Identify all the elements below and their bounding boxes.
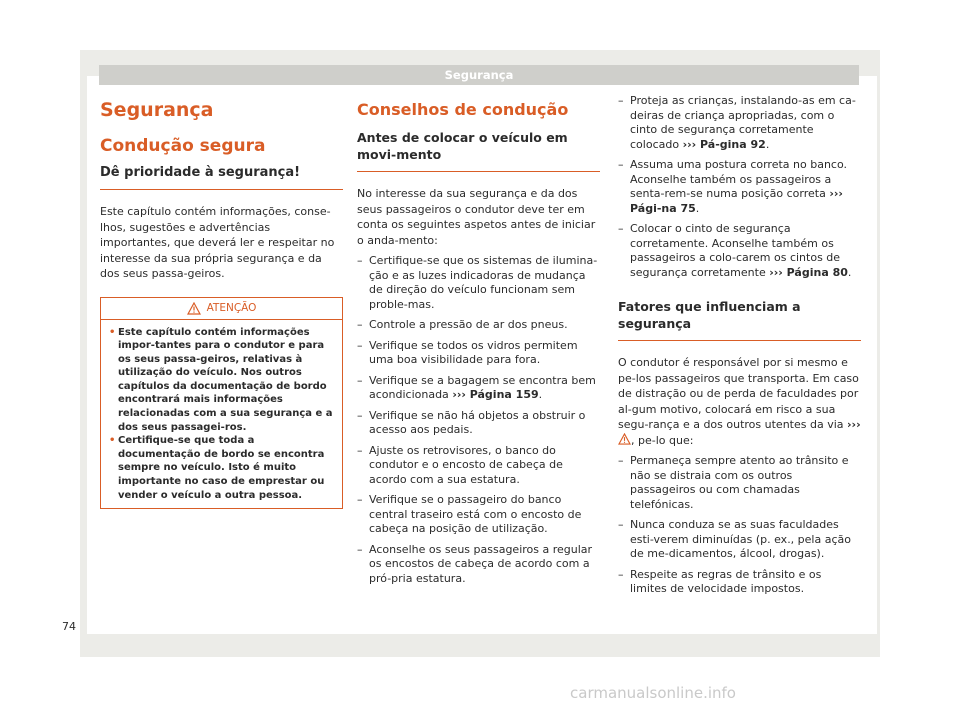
column-1: [100, 95, 343, 509]
list-item: – Aconselhe os seus passageiros a regular os encostos de cabeça de acordo com a pró-pria estatura.: [357, 543, 600, 587]
list-item: – Verifique se não há objetos a obstruir o acesso aos pedais.: [357, 409, 600, 438]
warning-item: • Certifique-se que toda a documentação de bordo se encontra sempre no veículo. Isto é muito importante no caso de emprestar ou vender o veículo a outra pessoa.: [109, 434, 334, 502]
list-item: – Verifique se todos os vidros permitem uma boa visibilidade para fora.: [357, 339, 600, 368]
page-reference-link[interactable]: ››› Pá-gina 92: [682, 137, 766, 151]
warning-triangle-icon: [618, 433, 631, 445]
page-reference-link[interactable]: ››› Pági-na 75: [630, 187, 843, 215]
intro-paragraph: No interesse da sua segurança e da dos seus passageiros o condutor deve ter em conta os seguintes aspetos antes de iniciar o anda-mento:: [357, 187, 596, 247]
watermark: carmanualsonline.info: [570, 684, 736, 702]
section-title: Condução segura: [100, 136, 266, 156]
list-item: – Respeite as regras de trânsito e os limites de velocidade impostos.: [618, 568, 861, 597]
running-header: Segurança: [99, 65, 859, 85]
list-item: – Colocar o cinto de segurança corretamente. Aconselhe também os passageiros a colo-carem os cintos de segurança corretamente ››› Página 80.: [618, 222, 861, 280]
subsection-heading: Antes de colocar o veículo em movi-mento: [357, 129, 600, 172]
intro-paragraph: Este capítulo contém informações, conse-lhos, sugestões e advertências importantes, que deverá ler e respeitar no interesse da sua própria segurança e da dos seus passa-geiros.: [100, 205, 335, 280]
checklist: [357, 254, 600, 586]
warning-triangle-icon: [187, 302, 201, 315]
list-item: – Assuma uma postura correta no banco. Aconselhe também os passageiros a senta-rem-se numa posição correta ››› Pági-na 75.: [618, 158, 861, 216]
list-item: – Controle a pressão de ar dos pneus.: [357, 318, 600, 333]
list-item: – Proteja as crianças, instalando-as em ca-deiras de criança apropriadas, com o cinto de segurança corretamente colocado ››› Pá-gina 92.: [618, 94, 861, 152]
subsection-heading: Fatores que influenciam a segurança: [618, 298, 861, 341]
subsection-heading: Dê prioridade à segurança!: [100, 164, 343, 190]
page-reference-link[interactable]: ››› Página 159: [452, 388, 539, 401]
checklist-continued: [618, 94, 861, 280]
warning-label: ATENÇÃO: [206, 302, 257, 314]
list-item: – Nunca conduza se as suas faculdades esti-verem diminuídas (p. ex., pela ação de me-dicamentos, álcool, drogas).: [618, 518, 861, 562]
page-number: 74: [62, 620, 76, 633]
section-title: Conselhos de condução: [357, 100, 569, 119]
page-reference-link[interactable]: ››› Página 80: [769, 265, 848, 279]
chapter-title: Segurança: [100, 99, 214, 121]
list-item: – Verifique se a bagagem se encontra bem acondicionada ››› Página 159.: [357, 374, 600, 403]
factors-list: [618, 454, 861, 597]
column-2: [357, 95, 600, 586]
warning-item: • Este capítulo contém informações impor-tantes para o condutor e para os seus passa-geiros, relativas à utilização do veículo. Nos outros capítulos da documentação de bordo encontrará mais informações relacionadas com a sua segurança e a dos seus passagei-ros.: [109, 326, 334, 435]
list-item: – Certifique-se que os sistemas de ilumina-ção e as luzes indicadoras de mudança de direção do veículo funcionam sem proble-mas.: [357, 254, 600, 312]
warning-reference-link[interactable]: ›››: [847, 418, 861, 431]
list-item: – Verifique se o passageiro do banco central traseiro está com o encosto de cabeça na posição de utilização.: [357, 493, 600, 537]
factors-paragraph: O condutor é responsável por si mesmo e pe-los passageiros que transporta. Em caso de distração ou de perda de faculdades por al-gum motivo, colocará em risco a sua segu-rança e a dos outros utentes da via ››› , pe-lo que:: [618, 356, 861, 447]
list-item: – Permaneça sempre atento ao trânsito e não se distraia com os outros passageiros ou com chamadas telefónicas.: [618, 454, 861, 512]
warning-list: [101, 320, 342, 503]
warning-box: [100, 297, 343, 510]
list-item: – Ajuste os retrovisores, o banco do condutor e o encosto de cabeça de acordo com a sua estatura.: [357, 444, 600, 488]
column-3: [618, 95, 861, 597]
warning-header: [101, 298, 342, 320]
